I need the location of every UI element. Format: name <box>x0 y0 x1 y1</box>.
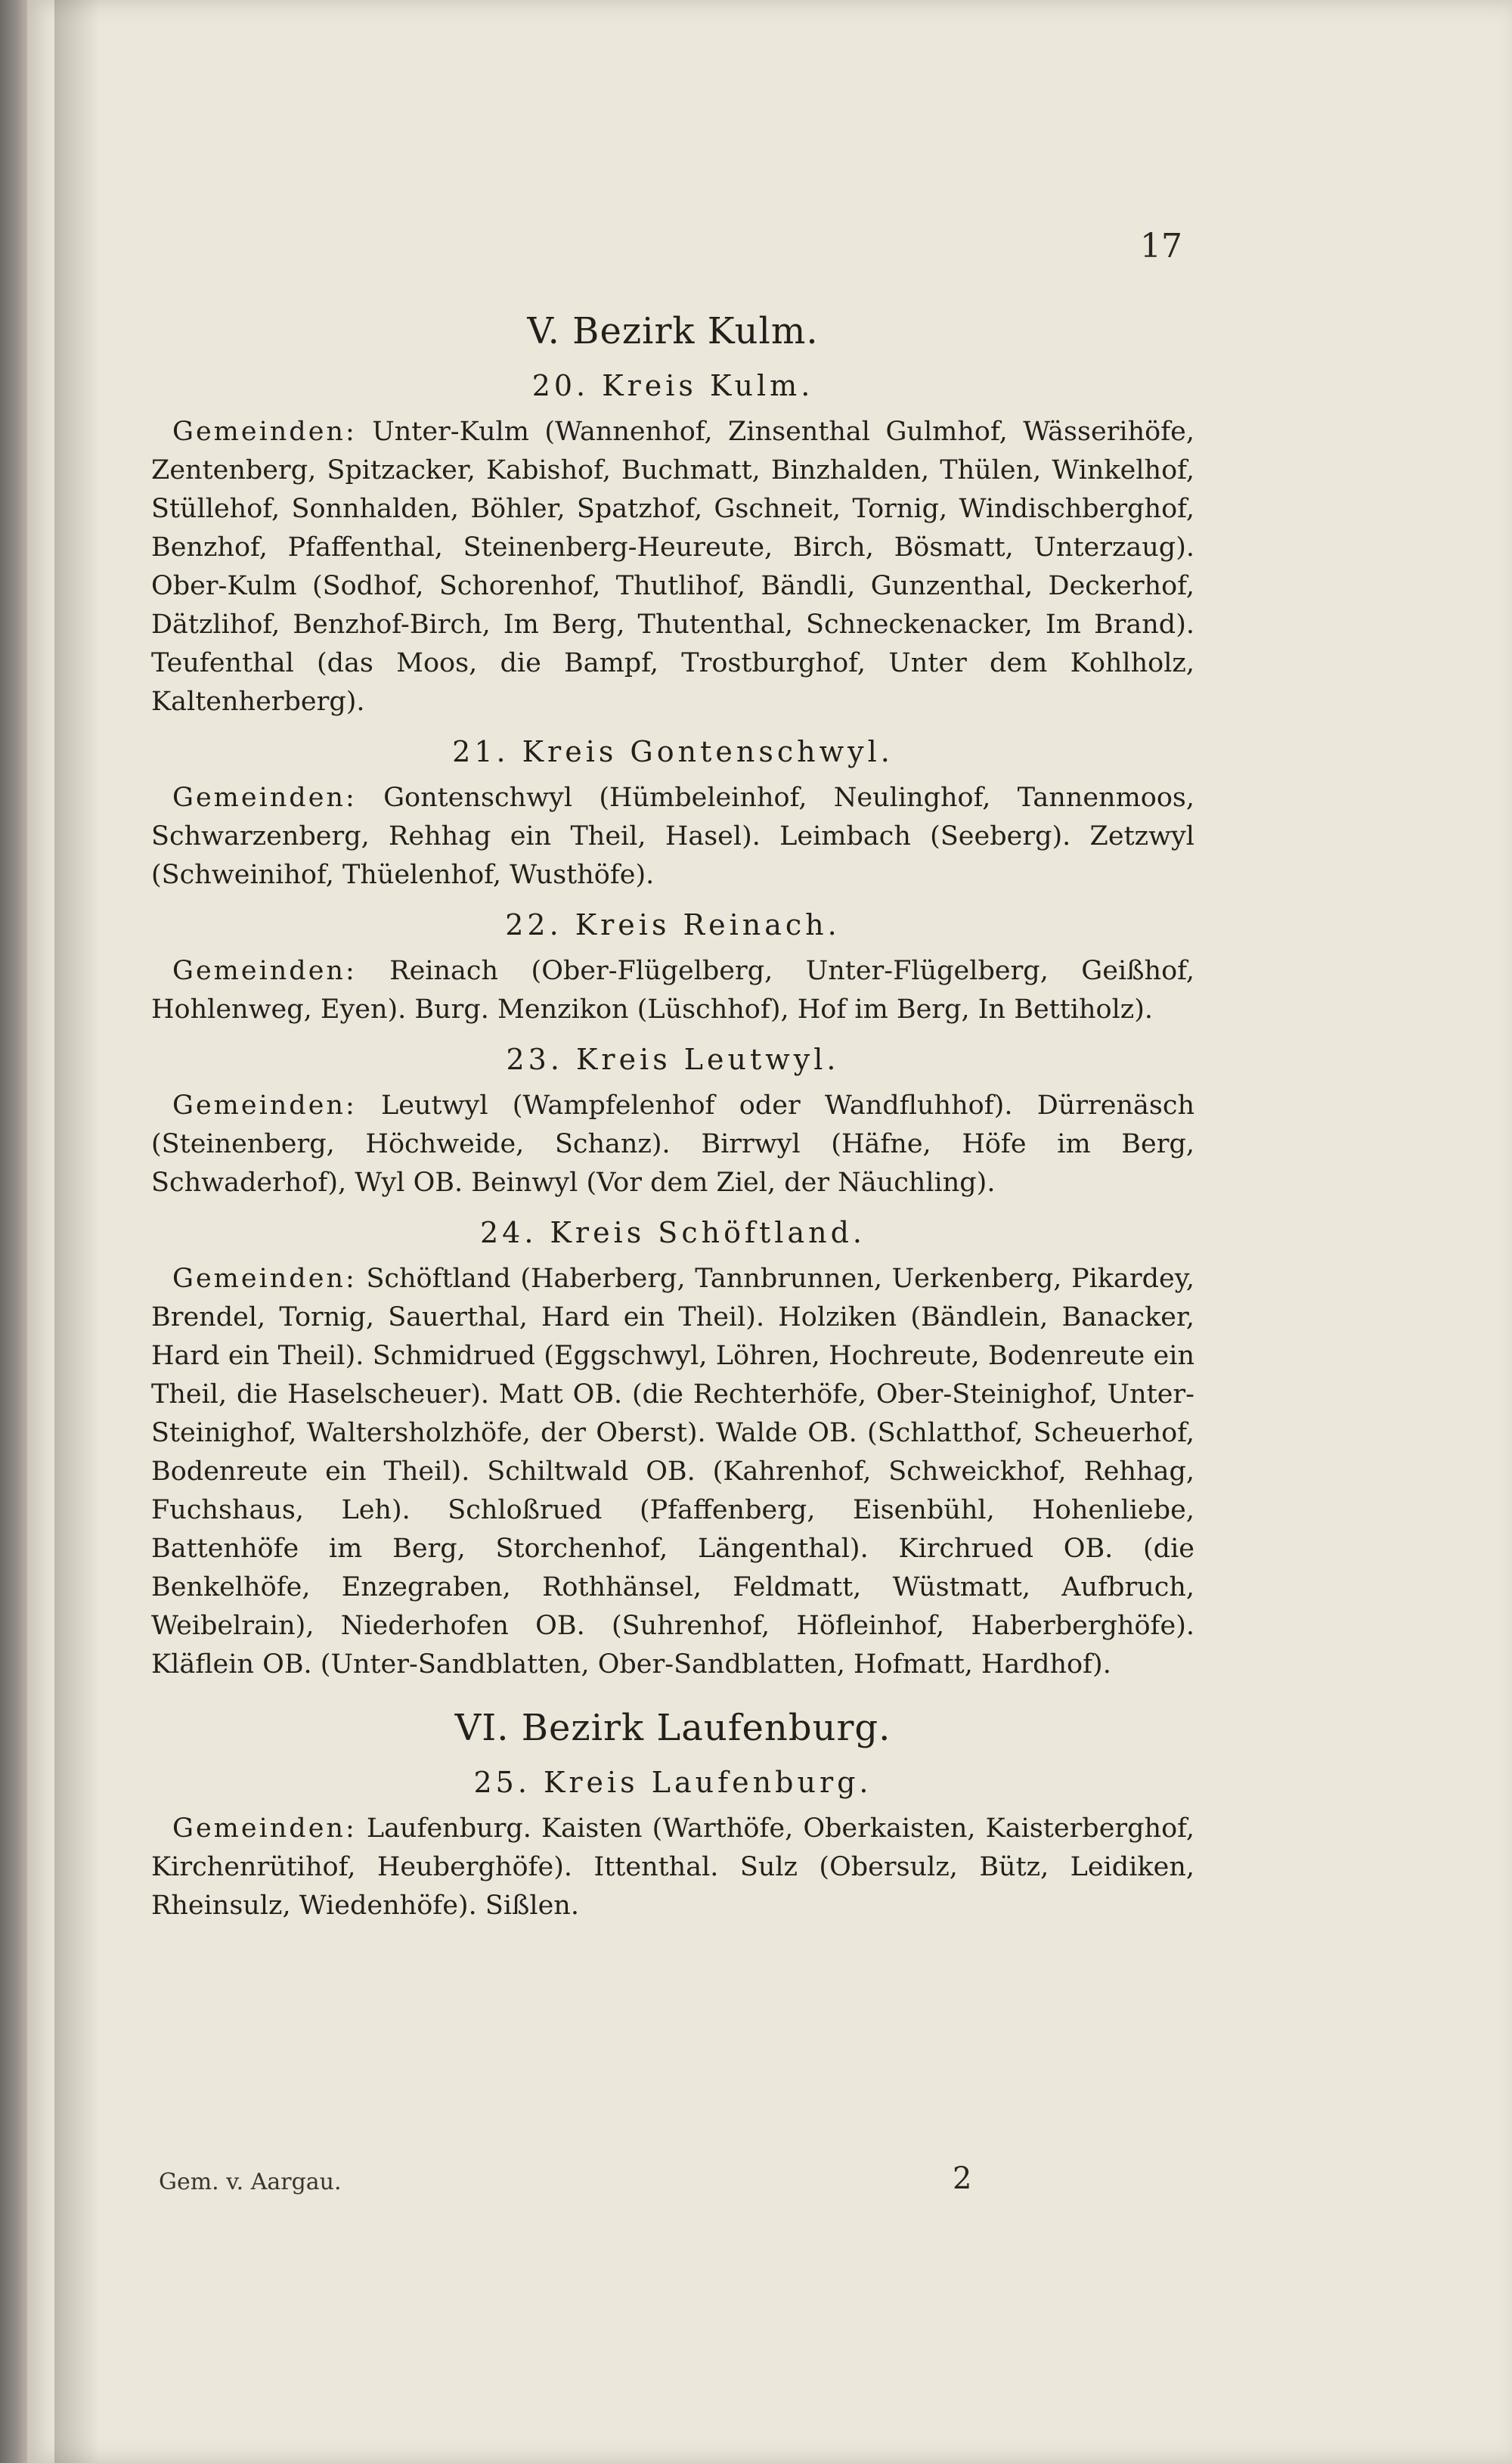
kreis-paragraph <box>151 952 1194 1029</box>
kreis-title: 23. Kreis Leutwyl. <box>506 1043 840 1076</box>
paragraph-label: Gemeinden: <box>172 1264 357 1294</box>
kreis-paragraph <box>151 1260 1194 1684</box>
spine-shadow <box>54 0 100 2463</box>
sheet-number: 2 <box>953 2161 972 2196</box>
paragraph-label: Gemeinden: <box>172 1813 357 1844</box>
kreis-paragraph <box>151 1087 1194 1202</box>
paragraph-text: Laufenburg. Kaisten (Warthöfe, Oberkaisten, Kaisterberghof, Kirchenrütihof, Heuberghöfe). Ittenthal. Sulz (Obersulz, Bütz, Leidiken, Rheinsulz, Wiedenhöfe). Sißlen. <box>151 1813 1194 1921</box>
section-title: V. Bezirk Kulm. <box>527 310 819 352</box>
page-content <box>151 287 1194 1930</box>
kreis-paragraph <box>151 413 1194 721</box>
paragraph-label: Gemeinden: <box>172 956 357 986</box>
kreis-title: 24. Kreis Schöftland. <box>480 1216 866 1249</box>
paragraph-text: Unter-Kulm (Wannenhof, Zinsenthal Gulmhof, Wässerihöfe, Zentenberg, Spitzacker, Kabishof, Buchmatt, Binzhalden, Thülen, Winkelhof, Stüllehof, Sonnhalden, Böhler, Spatzhof, Gschneit, Tornig, Windischberghof, Benzhof, Pfaffenthal, Steinenberg-Heureute, Birch, Bösmatt, Unterzaug). Ober-Kulm (Sodhof, Schorenhof, Thutlihof, Bändli, Gunzenthal, Deckerhof, Dätzlihof, Benzhof-Birch, Im Berg, Thutenthal, Schneckenacker, Im Brand). Teufenthal (das Moos, die Bampf, Trostburghof, Unter dem Kohlholz, Kaltenherberg). <box>151 417 1194 717</box>
kreis-title: 21. Kreis Gontenschwyl. <box>452 735 894 768</box>
kreis-paragraph <box>151 1810 1194 1925</box>
paragraph-label: Gemeinden: <box>172 417 357 447</box>
footer-signature: Gem. v. Aargau. <box>159 2169 342 2195</box>
section-bezirk-kulm <box>151 310 1194 1684</box>
kreis-title: 25. Kreis Laufenburg. <box>473 1766 872 1799</box>
paragraph-text: Reinach (Ober-Flügelberg, Unter-Flügelberg, Geißhof, Hohlenweg, Eyen). Burg. Menzikon (Lüschhof), Hof im Berg, In Bettiholz). <box>151 956 1194 1025</box>
kreis-paragraph <box>151 779 1194 895</box>
section-bezirk-laufenburg <box>151 1707 1194 1925</box>
page-number: 17 <box>1140 227 1182 265</box>
kreis-title: 22. Kreis Reinach. <box>505 908 841 941</box>
section-title: VI. Bezirk Laufenburg. <box>454 1707 891 1749</box>
paragraph-text: Schöftland (Haberberg, Tannbrunnen, Uerkenberg, Pikardey, Brendel, Tornig, Sauerthal, Hard ein Theil). Holziken (Bändlein, Banacker, Hard ein Theil). Schmidrued (Eggschwyl, Löhren, Hochreute, Bodenreute ein Theil, die Haselscheuer). Matt OB. (die Rechterhöfe, Ober-Steinighof, Unter-Steinighof, Waltersholzhöfe, der Oberst). Walde OB. (Schlatthof, Scheuerhof, Bodenreute ein Theil). Schiltwald OB. (Kahrenhof, Schweickhof, Rehhag, Fuchshaus, Leh). Schloßrued (Pfaffenberg, Eisenbühl, Hohenliebe, Battenhöfe im Berg, Storchenhof, Längenthal). Kirchrued OB. (die Benkelhöfe, Enzegraben, Rothhänsel, Feldmatt, Wüstmatt, Aufbruch, Weibelrain), Niederhofen OB. (Suhrenhof, Höfleinhof, Haberberghöfe). Kläflein OB. (Unter-Sandblatten, Ober-Sandblatten, Hofmatt, Hardhof). <box>151 1264 1194 1680</box>
paragraph-text: Gontenschwyl (Hümbeleinhof, Neulinghof, Tannenmoos, Schwarzenberg, Rehhag ein Theil, Hasel). Leimbach (Seeberg). Zetzwyl (Schweinihof, Thüelenhof, Wusthöfe). <box>151 783 1194 890</box>
previous-page-edge <box>0 0 27 2463</box>
paragraph-label: Gemeinden: <box>172 1090 357 1121</box>
paragraph-label: Gemeinden: <box>172 783 357 813</box>
kreis-title: 20. Kreis Kulm. <box>531 369 814 402</box>
paragraph-text: Leutwyl (Wampfelenhof oder Wandfluhhof). Dürrenäsch (Steinenberg, Höchweide, Schanz). Birrwyl (Häfne, Höfe im Berg, Schwaderhof), Wyl OB. Beinwyl (Vor dem Ziel, der Näuchling). <box>151 1090 1194 1198</box>
